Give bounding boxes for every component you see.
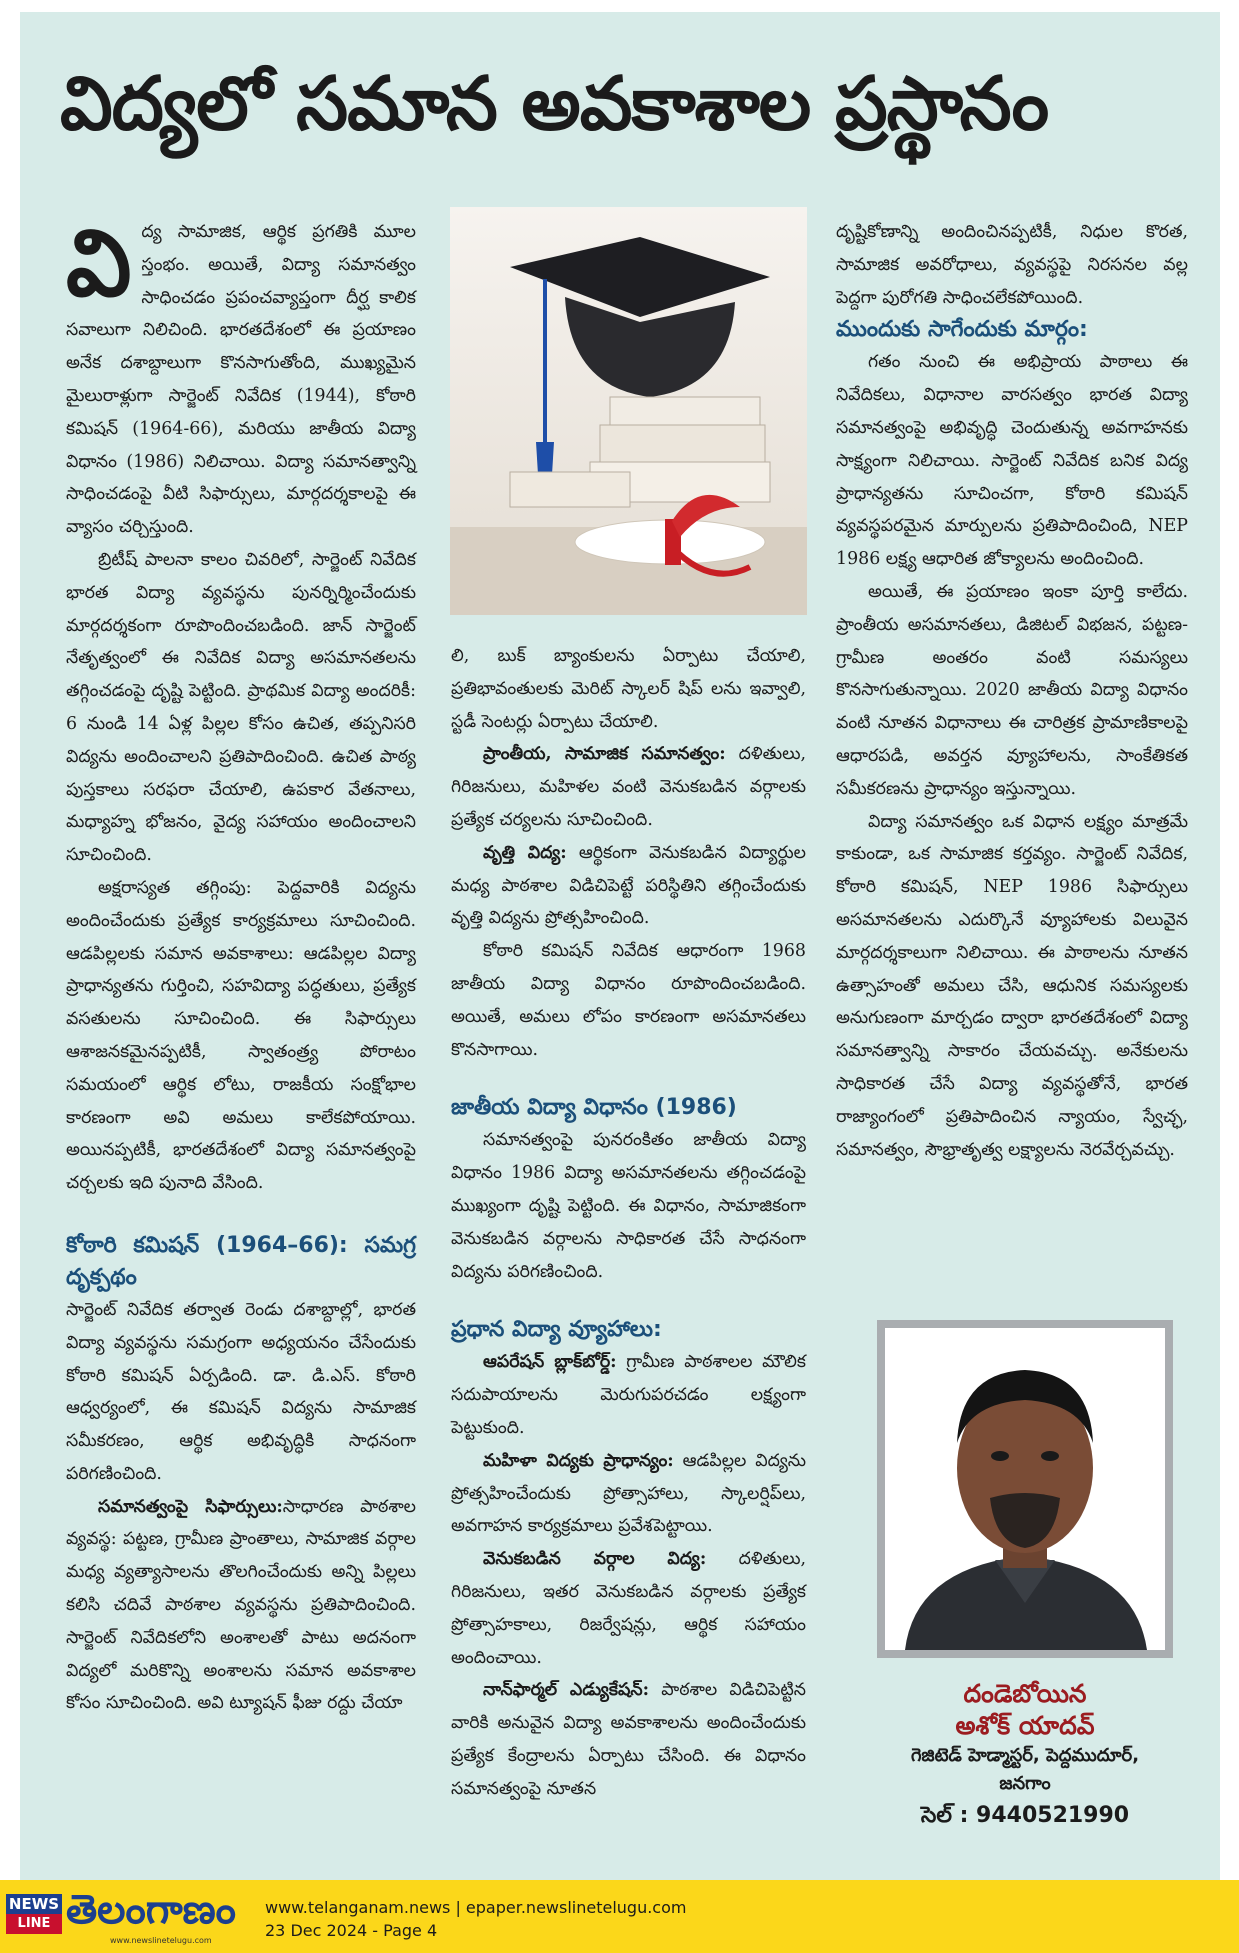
paragraph: సమానత్వంపై పునరంకితం జాతీయ విద్యా విధానం 1986 విద్యా అసమానతలను తగ్గించడంపై ముఖ్యంగా దృష్టి పెట్టింది. ఈ విధానం, సామాజికంగా వెనుకబడిన వర్గాలను సాధికారత చేసే సాధనంగా విద్యను పరిగణించింది. — [451, 1130, 806, 1282]
graduation-cap-photo — [450, 207, 807, 615]
footer-websites: www.telanganam.news | epaper.newslinetelugu.com — [265, 1898, 687, 1917]
author-phone: సెల్ : 9440521990 — [920, 1803, 1130, 1828]
lead-term: వెనుకబడిన వర్గాల విద్య: — [483, 1549, 707, 1570]
lead-term: ఆపరేషన్ బ్లాక్‌బోర్డ్: — [483, 1352, 617, 1373]
masthead-title: తెలంగాణం — [66, 1887, 236, 1933]
section-heading: ప్రధాన విద్యా వ్యూహాలు: — [451, 1317, 662, 1343]
paragraph: సార్జెంట్ నివేదిక తర్వాత రెండు దశాబ్దాల్లో, భారత విద్యా వ్యవస్థను సమగ్రంగా అధ్యయనం చేసేందుకు కోఠారి కమిషన్ ఏర్పడింది. డా. డి.ఎస్. కోఠారి ఆధ్వర్యంలో, ఈ కమిషన్ విద్యను సామాజిక సమీకరణం, ఆర్థిక అభివృద్ధికి సాధనంగా పరిగణించింది. — [66, 1299, 416, 1484]
footer-date-page: 23 Dec 2024 - Page 4 — [265, 1921, 438, 1940]
section-heading: కోఠారి కమిషన్ (1964–66): సమగ్ర దృక్పథం — [66, 1232, 416, 1290]
author-photo — [885, 1328, 1165, 1650]
lead-term: ప్రాంతీయ, సామాజిక సమానత్వం: — [483, 744, 726, 765]
section-heading: ముందుకు సాగేందుకు మార్గం: — [836, 317, 1088, 343]
logo-top-text: NEWS — [6, 1894, 62, 1914]
paragraph: లి, బుక్ బ్యాంకులను ఏర్పాటు చేయాలి, ప్రతిభావంతులకు మెరిట్ స్కాలర్ షిప్ లను ఇవ్వాలి, స్టడీ సెంటర్లు ఏర్పాటు చేయాలి. — [451, 646, 806, 732]
paragraph: అక్షరాస్యత తగ్గింపు: పెద్దవారికి విద్యను అందించేందుకు ప్రత్యేక కార్యక్రమాలు సూచించింది. ఆడపిల్లలకు సమాన అవకాశాలు: ఆడపిల్లల విద్యా ప్రాధాన్యతను గుర్తించి, సహవిద్యా పద్ధతులు, ప్రత్యేక వసతులను సూచించింది. ఈ సిఫార్సులు ఆశాజనకమైనప్పటికీ, స్వాతంత్ర్య పోరాటం సమయంలో ఆర్థిక లోటు, రాజకీయ సంక్షోభాల కారణంగా అవి అమలు కాలేకపోయాయి. అయినప్పటికీ, భారతదేశంలో విద్యా సమానత్వంపై చర్చలకు ఇది పునాది వేసింది. — [66, 877, 416, 1194]
author-role-line-1: గెజిటెడ్ హెడ్మాస్టర్, పెద్దముదూర్, — [910, 1745, 1140, 1766]
author-name-line-1: దండెబోయిన — [963, 1679, 1087, 1708]
author-name-line-2: అశోక్ యాదవ్ — [955, 1711, 1095, 1740]
paragraph: అయితే, ఈ ప్రయాణం ఇంకా పూర్తి కాలేదు. ప్రాంతీయ అసమానతలు, డిజిటల్ విభజన, పట్టణ-గ్రామీణ అంతరం వంటి సమస్యలు కొనసాగుతున్నాయి. 2020 జాతీయ విద్యా విధానం వంటి నూతన విధానాలు ఈ చారిత్రక ప్రామాణికాలపై ఆధారపడి, అవర్తన వ్యూహాలను, సాంకేతికత సమీకరణను ప్రాధాన్యం ఇస్తున్నాయి. — [836, 581, 1188, 799]
paragraph-text: దళితులు, గిరిజనులు, ఇతర వెనుకబడిన వర్గాలకు ప్రత్యేక ప్రోత్సాహకాలు, రిజర్వేషన్లు, ఆర్థిక సహాయం అందించాయి. — [451, 1549, 807, 1668]
author-role-line-2: జనగాం — [999, 1773, 1051, 1794]
paragraph-text: సాధారణ పాఠశాల వ్యవస్థ: పట్టణ, గ్రామీణ ప్రాంతాలు, సామాజిక వర్గాల మధ్య వ్యత్యాసాలను తొలగించేందుకు అన్ని పిల్లలు కలిసి చదివే పాఠశాల వ్యవస్థను ప్రతిపాదించింది. సార్జెంట్ నివేదికలోని అంశాలతో పాటు అదనంగా విద్యలో మరికొన్ని అంశాలను సమాన అవకాశాల కోసం సూచించింది. అవి ట్యూషన్ ఫీజు రద్దు చేయా — [66, 1496, 417, 1714]
paragraph-text: ఆర్థికంగా వెనుకబడిన విద్యార్థుల మధ్య పాఠశాల విడిచిపెట్టే పరిస్థితిని తగ్గించేందుకు వృత్తి విద్యను ప్రోత్సహించింది. — [451, 842, 806, 929]
column-1 — [66, 210, 417, 1720]
paragraph: కోఠారి కమిషన్ నివేదిక ఆధారంగా 1968 జాతీయ విద్యా విధానం రూపొందించబడింది. అయితే, అమలు లోపం కారణంగా అసమానతలు కొనసాగాయి. — [451, 941, 806, 1060]
headline: విద్యలో సమాన అవకాశాల ప్రస్థానం — [60, 61, 1049, 147]
paragraph: దృష్టికోణాన్ని అందించినప్పటికీ, నిధుల కొరత, సామాజిక అవరోధాలు, వ్యవస్థపై నిరసనల వల్ల పెద్దగా పురోగతి సాధించలేకపోయింది. — [836, 222, 1188, 308]
drop-cap: వి — [66, 210, 132, 317]
paragraph-text: దళితులు, గిరిజనులు, మహిళల వంటి వెనుకబడిన వర్గాలకు ప్రత్యేక చర్యలను సూచించింది. — [451, 744, 807, 830]
masthead-site: www.newslinetelugu.com — [110, 1936, 212, 1945]
paragraph-text: ఆడపిల్లల విద్యను ప్రోత్సహించేందుకు ప్రోత్సాహాలు, స్కాలర్షిప్‌లు, అవగాహన కార్యక్రమాలు ప్రవేశపెట్టాయి. — [451, 1450, 807, 1537]
lead-term: సమానత్వంపై సిఫార్సులు: — [98, 1496, 283, 1517]
newsline-logo — [6, 1894, 62, 1934]
lead-term: మహిళా విద్యకు ప్రాధాన్యం: — [483, 1450, 674, 1471]
lead-term: నాన్‌ఫార్మల్ ఎడ్యుకేషన్: — [483, 1680, 649, 1701]
paragraph: గతం నుంచి ఈ అభిప్రాయ పాఠాలు ఈ నివేదికలు, విధానాల వారసత్వం భారత విద్యా సమానత్వంపై అభివృద్ధి చెందుతున్న అవగాహనకు సాక్ష్యంగా నిలిచాయి. సార్జెంట్ నివేదిక బనిక విద్య ప్రాధాన్యతను సూచించగా, కోఠారి కమిషన్ వ్యవస్థపరమైన మార్పులను ప్రతిపాదించింది, NEP 1986 లక్ష్య ఆధారిత జోక్యాలను అందించింది. — [836, 352, 1188, 570]
section-heading: జాతీయ విద్యా విధానం (1986) — [451, 1095, 737, 1121]
paragraph: విద్యా సమానత్వం ఒక విధాన లక్ష్యం మాత్రమే కాకుండా, ఒక సామాజిక కర్తవ్యం. సార్జెంట్ నివేదిక, కోఠారి కమిషన్, NEP 1986 సిఫార్సులు అసమానతలను ఎదుర్కొనే వ్యూహాలకు విలువైన మార్గదర్శకాలుగా నిలిచాయి. ఈ పాఠాలను నూతన ఉత్సాహంతో అమలు చేసి, ఆధునిక సమస్యలకు అనుగుణంగా మార్చడం ద్వారా భారతదేశంలో విద్యా సమానత్వాన్ని సాకారం చేయవచ్చు. అనేకులను సాధికారత చేసే విద్యా వ్యవస్థతోనే, భారత రాజ్యాంగంలో ప్రతిపాదించిన న్యాయం, స్వేచ్ఛ, సమానత్వం, సౌభ్రాతృత్వ లక్ష్యాలను నెరవేర్చవచ్చు. — [836, 811, 1188, 1160]
author-photo-frame — [877, 1320, 1173, 1658]
intro-paragraph: ద్య సామాజిక, ఆర్థిక ప్రగతికి మూల స్తంభం. అయితే, విద్యా సమానత్వం సాధించడం ప్రపంచవ్యాప్తంగా దీర్ఘ కాలిక సవాలుగా నిలిచింది. భారతదేశంలో ఈ ప్రయాణం అనేక దశాబ్దాలుగా కొనసాగుతోంది, ముఖ్యమైన మైలురాళ్లుగా సార్జెంట్ నివేదిక (1944), కోఠారి కమిషన్ (1964-66), మరియు జాతీయ విద్యా విధానం (1986) నిలిచాయి. విద్యా సమానత్వాన్ని సాధించడంపై వీటి సిఫార్సులు, మార్గదర్శకాలపై ఈ వ్యాసం చర్చిస్తుంది. — [66, 222, 416, 538]
column-2 — [451, 640, 806, 1806]
footer-bar — [0, 1880, 1239, 1953]
paragraph: బ్రిటీష్ పాలనా కాలం చివరిలో, సార్జెంట్ నివేదిక భారత విద్యా వ్యవస్థను పునర్నిర్మించేందుకు మార్గదర్శకంగా రూపొందించబడింది. జాన్ సార్జెంట్ నేతృత్వంలో ఈ నివేదిక విద్యా అసమానతలను తగ్గించడంపై దృష్టి పెట్టింది. ప్రాథమిక విద్యా అందరికీ: 6 నుండి 14 ఏళ్ల పిల్లల కోసం ఉచిత, తప్పనిసరి విద్యను అందించాలని ప్రతిపాదించింది. ఉచిత పాఠ్య పుస్తకాలు సరఫరా చేయాలి, ఉపకార వేతనాలు, మధ్యాహ్న భోజనం, వైద్య సహాయం అందించాలని సూచించింది. — [66, 549, 416, 866]
author-byline — [860, 1678, 1190, 1832]
logo-bottom-text: LINE — [6, 1914, 62, 1934]
paragraph-text: గ్రామీణ పాఠశాలల మౌలిక సదుపాయాలను మెరుగుపరచడం లక్ష్యంగా పెట్టుకుంది. — [451, 1352, 806, 1438]
lead-term: వృత్తి విద్య: — [483, 842, 567, 863]
paragraph-text: పాఠశాల విడిచిపెట్టిన వారికి అనువైన విద్యా అవకాశాలను అందించేందుకు ప్రత్యేక కేంద్రాలను ఏర్పాటు చేసింది. ఈ విధానం సమానత్వంపై నూతన — [451, 1680, 806, 1799]
column-3 — [836, 216, 1188, 1166]
